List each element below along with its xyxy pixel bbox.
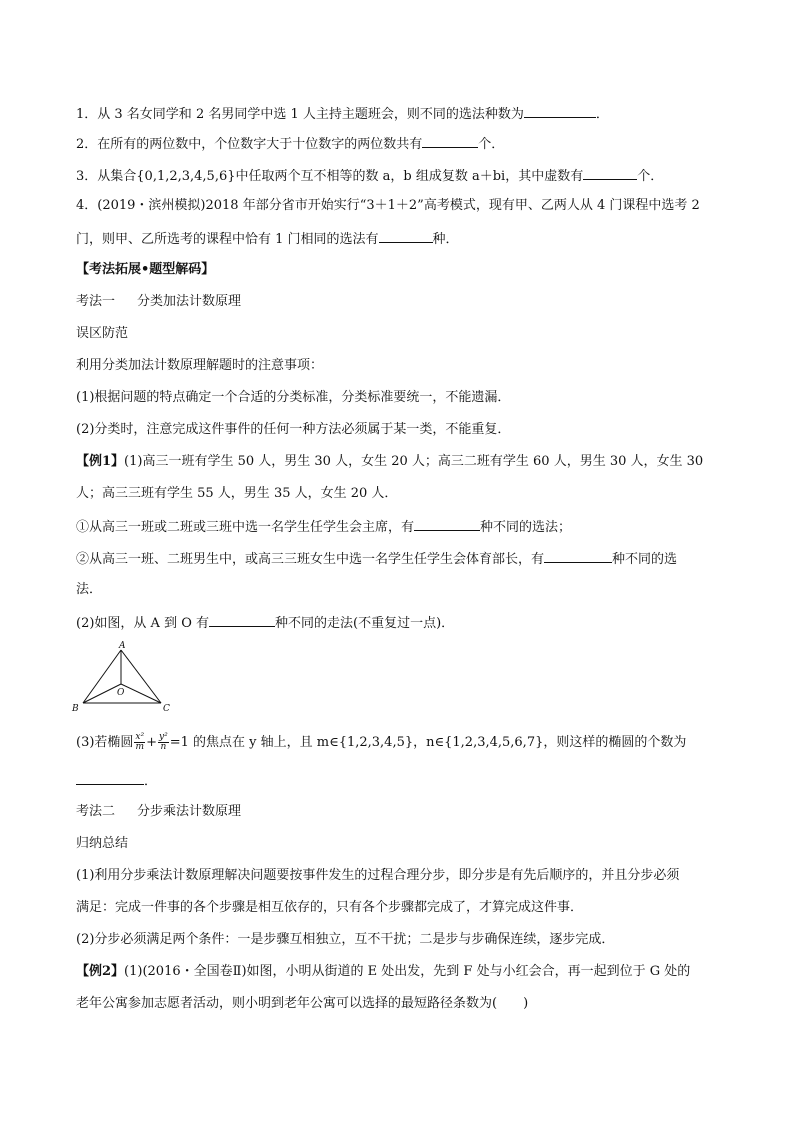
example-1-q2-end: 种不同的选 bbox=[612, 552, 678, 567]
example-1-q1-end: 种不同的选法； bbox=[480, 520, 572, 535]
exercise-1-text: 1．从 3 名女同学和 2 名男同学中选 1 人主持主题班会，则不同的选法种数为 bbox=[76, 107, 524, 122]
answer-blank bbox=[544, 548, 612, 563]
example-1-tag: 【例1】 bbox=[76, 454, 125, 469]
example-1-q3-text: (2)如图，从 A 到 O 有 bbox=[76, 616, 209, 631]
exercise-4-end: 种． bbox=[432, 232, 459, 247]
example-2-tag: 【例2】 bbox=[76, 964, 125, 979]
answer-blank bbox=[209, 612, 275, 627]
plus-sign: + bbox=[146, 735, 158, 750]
method-1-note-2: (2)分类时，注意完成这件事件的任何一种方法必须属于某一类，不能重复． bbox=[76, 422, 511, 437]
method-2-note-1-cont: 满足：完成一件事的各个步骤是相互依存的，只有各个步骤都完成了，才算完成这件事． bbox=[76, 900, 584, 915]
answer-blank bbox=[422, 133, 478, 148]
method-2-note-1: (1)利用分步乘法计数原理解决问题要按事件发生的过程合理分步，即分步是有先后顺序的，并且分步必须 bbox=[76, 868, 680, 883]
example-1-line2: 人；高三三班有学生 55 人，男生 35 人，女生 20 人． bbox=[76, 486, 398, 501]
fraction-denominator: m bbox=[135, 742, 145, 752]
exercise-2 bbox=[76, 133, 504, 155]
exercise-2-text: 2．在所有的两位数中，个位数字大于十位数字的两位数共有 bbox=[76, 137, 423, 152]
exercise-4-line1: 4．(2019・滨州模拟)2018 年部分省市开始实行“3＋1＋2”高考模式，现有甲、乙两人从 4 门课程中选考 2 bbox=[76, 198, 700, 213]
example-1-q1 bbox=[76, 516, 571, 538]
example-2-text: (1)(2016・全国卷Ⅱ)如图，小明从街道的 E 处出发，先到 F 处与小红会合，再一起到位于 G 处的 bbox=[124, 964, 691, 979]
edge-ab bbox=[83, 650, 121, 703]
example-2-line1 bbox=[76, 962, 690, 982]
method-2-label: 考法二 bbox=[76, 804, 116, 819]
exercise-4-line2 bbox=[76, 228, 459, 250]
method-2-subtitle: 归纳总结 bbox=[76, 836, 129, 851]
answer-blank bbox=[379, 228, 433, 243]
example-1-q4 bbox=[76, 733, 686, 753]
edge-bo bbox=[83, 684, 121, 703]
exercise-1-end: ． bbox=[595, 107, 609, 122]
example-1-q1-text: ①从高三一班或二班或三班中选一名学生任学生会主席，有 bbox=[76, 520, 415, 535]
answer-blank bbox=[524, 103, 596, 118]
example-1-q4-text: (3)若椭圆 bbox=[76, 735, 134, 750]
example-1-q3 bbox=[76, 612, 454, 634]
method-1-label: 考法一 bbox=[76, 294, 116, 309]
example-1-line1 bbox=[76, 452, 703, 472]
edge-ac bbox=[121, 650, 161, 703]
example-1-q2 bbox=[76, 548, 677, 570]
vertex-label-b: B bbox=[72, 704, 79, 714]
section-title: 【考法拓展•题型解码】 bbox=[76, 262, 215, 277]
exercise-3-end: 个． bbox=[637, 169, 664, 184]
vertex-label-o: O bbox=[117, 688, 125, 698]
method-1-heading bbox=[76, 292, 241, 312]
example-2-line2: 老年公寓参加志愿者活动，则小明到老年公寓可以选择的最短路径条数为( ) bbox=[76, 996, 529, 1011]
example-1-q4-rest: =1 的焦点在 y 轴上，且 m∈{1,2,3,4,5}，n∈{1,2,3,4,5,6,7}，则这样的椭圆的个数为 bbox=[169, 735, 687, 750]
answer-blank bbox=[583, 165, 637, 180]
edge-co bbox=[121, 684, 161, 703]
fraction-numerator: x² bbox=[135, 732, 145, 742]
triangle-figure bbox=[68, 640, 188, 714]
example-1-q2-text: ②从高三一班、二班男生中，或高三三班女生中选一名学生任学生会体育部长，有 bbox=[76, 552, 545, 567]
exercise-3 bbox=[76, 165, 663, 187]
fraction-denominator: n bbox=[160, 742, 167, 752]
method-1-intro: 利用分类加法计数原理解题时的注意事项： bbox=[76, 358, 324, 373]
method-1-note-1: (1)根据问题的特点确定一个合适的分类标准，分类标准要统一，不能遗漏． bbox=[76, 390, 511, 405]
method-1-title: 分类加法计数原理 bbox=[137, 294, 242, 309]
example-1-q4-end: ． bbox=[144, 774, 158, 789]
method-2-heading bbox=[76, 802, 241, 822]
vertex-label-a: A bbox=[119, 641, 126, 651]
method-1-subtitle: 误区防范 bbox=[76, 326, 129, 341]
answer-blank bbox=[76, 770, 144, 785]
exercise-4-text: 门，则甲、乙所选考的课程中恰有 1 门相同的选法有 bbox=[76, 232, 379, 247]
fraction-x-over-m bbox=[134, 733, 145, 752]
method-2-note-2: (2)分步必须满足两个条件：一是步骤互相独立，互不干扰；二是步与步确保连续，逐步完成． bbox=[76, 932, 615, 947]
example-1-q4-line2 bbox=[76, 770, 157, 792]
exercise-3-text: 3．从集合{0,1,2,3,4,5,6}中任取两个互不相等的数 a，b 组成复数 a＋bi，其中虚数有 bbox=[76, 169, 584, 184]
exercise-1 bbox=[76, 103, 609, 125]
fraction-y-over-n bbox=[158, 733, 169, 752]
method-2-title: 分步乘法计数原理 bbox=[137, 804, 242, 819]
vertex-label-c: C bbox=[163, 704, 170, 714]
example-1-q2-line2: 法． bbox=[76, 582, 103, 597]
example-1-q3-end: 种不同的走法(不重复过一点)． bbox=[275, 616, 455, 631]
exercise-2-end: 个． bbox=[478, 137, 505, 152]
fraction-numerator: y² bbox=[159, 732, 168, 742]
example-1-text: (1)高三一班有学生 50 人，男生 30 人，女生 20 人；高三二班有学生 60 人，男生 30 人，女生 30 bbox=[124, 454, 704, 469]
answer-blank bbox=[414, 516, 480, 531]
